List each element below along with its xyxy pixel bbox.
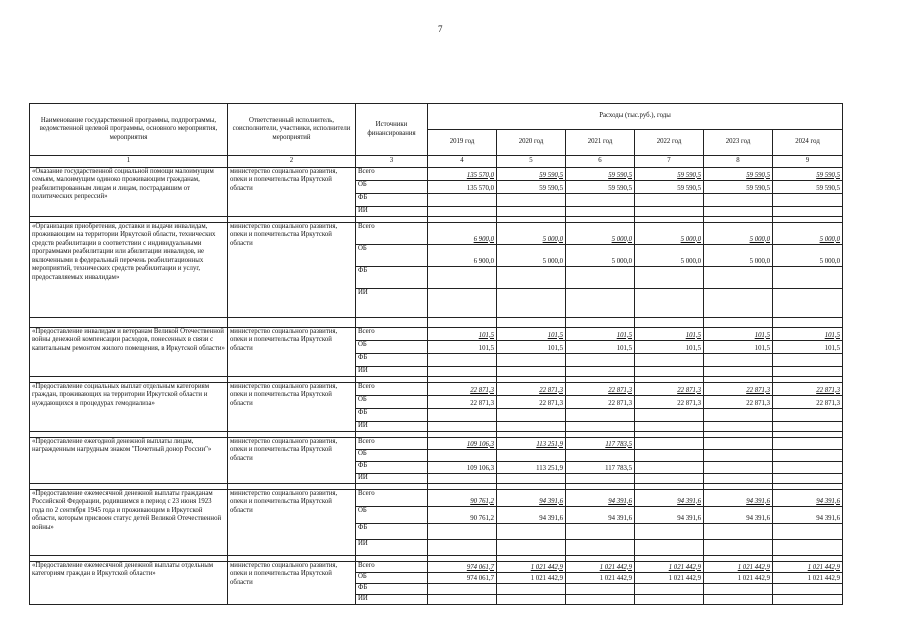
amount-cell bbox=[635, 462, 704, 474]
amount-cell bbox=[704, 584, 773, 595]
amount-cell: 1 021 442,9 bbox=[704, 573, 773, 584]
amount-cell bbox=[773, 422, 843, 432]
column-number: 4 bbox=[428, 156, 497, 168]
column-number: 3 bbox=[356, 156, 428, 168]
amount-cell bbox=[428, 289, 497, 318]
amount-cell: 59 590,5 bbox=[704, 181, 773, 194]
expenses-table bbox=[29, 103, 843, 605]
spacer-cell bbox=[428, 318, 497, 328]
amount-cell bbox=[773, 595, 843, 605]
amount-cell: 94 391,6 bbox=[566, 490, 635, 507]
source-label: ОБ bbox=[356, 245, 428, 267]
measure-responsible: министерство социального развития, опеки и попечительства Иркутской области bbox=[228, 168, 356, 217]
amount-cell bbox=[566, 194, 635, 207]
amount-cell bbox=[428, 474, 497, 484]
amount-cell: 5 000,0 bbox=[566, 245, 635, 267]
amount-cell: 22 871,3 bbox=[635, 396, 704, 409]
amount-cell: 101,5 bbox=[428, 341, 497, 354]
table-row bbox=[30, 168, 843, 181]
spacer-cell bbox=[635, 318, 704, 328]
measure-name: «Предоставление социальных выплат отдельным категориям граждан, проживающих на территории Иркутской области и нуждающихся в процедурах гемодиализа» bbox=[30, 383, 228, 432]
column-number: 2 bbox=[228, 156, 356, 168]
amount-cell: 113 251,9 bbox=[497, 438, 566, 450]
header-year: 2019 год bbox=[428, 130, 497, 156]
amount-cell: 94 391,6 bbox=[704, 507, 773, 524]
amount-cell bbox=[773, 438, 843, 450]
amount-cell: 59 590,5 bbox=[704, 168, 773, 181]
amount-cell: 22 871,3 bbox=[704, 383, 773, 396]
table-row bbox=[30, 223, 843, 245]
amount-cell: 5 000,0 bbox=[497, 223, 566, 245]
amount-cell bbox=[497, 207, 566, 217]
amount-cell bbox=[428, 409, 497, 422]
amount-cell: 90 761,2 bbox=[428, 507, 497, 524]
amount-cell bbox=[497, 474, 566, 484]
amount-cell bbox=[704, 422, 773, 432]
amount-cell: 5 000,0 bbox=[635, 223, 704, 245]
amount-cell: 101,5 bbox=[428, 328, 497, 341]
amount-cell: 109 106,3 bbox=[428, 462, 497, 474]
amount-cell: 101,5 bbox=[635, 328, 704, 341]
amount-cell bbox=[635, 474, 704, 484]
amount-cell bbox=[704, 524, 773, 540]
amount-cell: 94 391,6 bbox=[566, 507, 635, 524]
amount-cell bbox=[704, 207, 773, 217]
column-number: 5 bbox=[497, 156, 566, 168]
source-label: Всего bbox=[356, 223, 428, 245]
header-name: Наименование государственной программы, подпрограммы, ведомственной целевой программы, основного мероприятия, мероприятия bbox=[30, 104, 228, 156]
amount-cell bbox=[704, 354, 773, 367]
amount-cell: 101,5 bbox=[497, 341, 566, 354]
amount-cell: 5 000,0 bbox=[566, 223, 635, 245]
source-label: ИИ bbox=[356, 595, 428, 605]
table-row bbox=[30, 383, 843, 396]
amount-cell: 59 590,5 bbox=[635, 168, 704, 181]
measure-responsible: министерство социального развития, опеки и попечительства Иркутской области bbox=[228, 490, 356, 556]
amount-cell: 59 590,5 bbox=[566, 168, 635, 181]
amount-cell bbox=[635, 367, 704, 377]
spacer-cell bbox=[704, 318, 773, 328]
amount-cell: 22 871,3 bbox=[428, 383, 497, 396]
source-label: Всего bbox=[356, 490, 428, 507]
source-label: ОБ bbox=[356, 181, 428, 194]
amount-cell bbox=[635, 595, 704, 605]
amount-cell: 22 871,3 bbox=[704, 396, 773, 409]
amount-cell bbox=[635, 267, 704, 289]
amount-cell: 101,5 bbox=[773, 328, 843, 341]
amount-cell bbox=[773, 474, 843, 484]
amount-cell bbox=[773, 540, 843, 556]
amount-cell bbox=[566, 354, 635, 367]
amount-cell: 22 871,3 bbox=[566, 383, 635, 396]
amount-cell bbox=[497, 584, 566, 595]
amount-cell: 5 000,0 bbox=[773, 223, 843, 245]
amount-cell: 101,5 bbox=[566, 328, 635, 341]
amount-cell bbox=[773, 409, 843, 422]
amount-cell bbox=[773, 524, 843, 540]
amount-cell bbox=[497, 409, 566, 422]
amount-cell bbox=[566, 595, 635, 605]
amount-cell bbox=[428, 450, 497, 462]
source-label: ОБ bbox=[356, 507, 428, 524]
amount-cell: 5 000,0 bbox=[497, 245, 566, 267]
amount-cell: 59 590,5 bbox=[497, 168, 566, 181]
table-row bbox=[30, 562, 843, 573]
amount-cell bbox=[704, 462, 773, 474]
amount-cell: 1 021 442,9 bbox=[497, 562, 566, 573]
amount-cell bbox=[566, 367, 635, 377]
amount-cell: 94 391,6 bbox=[635, 507, 704, 524]
amount-cell: 5 000,0 bbox=[704, 223, 773, 245]
amount-cell bbox=[773, 289, 843, 318]
amount-cell bbox=[704, 409, 773, 422]
source-label: ИИ bbox=[356, 289, 428, 318]
amount-cell bbox=[497, 450, 566, 462]
amount-cell: 6 900,0 bbox=[428, 245, 497, 267]
amount-cell bbox=[566, 524, 635, 540]
amount-cell bbox=[773, 267, 843, 289]
amount-cell: 22 871,3 bbox=[773, 383, 843, 396]
measure-name: «Предоставление ежегодной денежной выплаты лицам, награжденным нагрудным знаком "Почетный донор России"» bbox=[30, 438, 228, 484]
amount-cell bbox=[704, 194, 773, 207]
amount-cell: 113 251,9 bbox=[497, 462, 566, 474]
amount-cell: 101,5 bbox=[566, 341, 635, 354]
page-number: 7 bbox=[438, 24, 443, 34]
measure-name: «Организация приобретения, доставки и выдачи инвалидам, проживающим на территории Иркутской области, технических средств реабилитации в соответствии с индивидуальными программами реабилитации или абилитации инвалидов, не включенными в федеральный перечень реабилитационных мероприятий, технических средств реабилитации и услуг, предоставляемых инвалидам» bbox=[30, 223, 228, 318]
table-row bbox=[30, 490, 843, 507]
source-label: ФБ bbox=[356, 194, 428, 207]
header-responsible: Ответственный исполнитель, соисполнители, участники, исполнители мероприятий bbox=[228, 104, 356, 156]
amount-cell: 109 106,3 bbox=[428, 438, 497, 450]
amount-cell: 135 570,0 bbox=[428, 168, 497, 181]
amount-cell: 22 871,3 bbox=[635, 383, 704, 396]
amount-cell: 117 783,5 bbox=[566, 438, 635, 450]
header-sources: Источники финансирования bbox=[356, 104, 428, 156]
amount-cell bbox=[497, 289, 566, 318]
amount-cell bbox=[773, 194, 843, 207]
amount-cell bbox=[635, 289, 704, 318]
table-row bbox=[30, 328, 843, 341]
amount-cell bbox=[428, 540, 497, 556]
amount-cell bbox=[497, 267, 566, 289]
amount-cell: 94 391,6 bbox=[704, 490, 773, 507]
source-label: ОБ bbox=[356, 450, 428, 462]
amount-cell bbox=[635, 194, 704, 207]
amount-cell bbox=[704, 474, 773, 484]
amount-cell: 5 000,0 bbox=[635, 245, 704, 267]
amount-cell bbox=[497, 524, 566, 540]
amount-cell bbox=[635, 524, 704, 540]
amount-cell: 22 871,3 bbox=[566, 396, 635, 409]
header-year: 2021 год bbox=[566, 130, 635, 156]
amount-cell bbox=[704, 540, 773, 556]
amount-cell bbox=[428, 422, 497, 432]
amount-cell bbox=[635, 450, 704, 462]
spacer-cell bbox=[497, 318, 566, 328]
measure-name: «Предоставление ежемесячной денежной выплаты отдельным категориям граждан в Иркутской области» bbox=[30, 562, 228, 605]
amount-cell: 59 590,5 bbox=[566, 181, 635, 194]
header-year: 2020 год bbox=[497, 130, 566, 156]
amount-cell bbox=[428, 524, 497, 540]
amount-cell: 5 000,0 bbox=[704, 245, 773, 267]
source-label: ФБ bbox=[356, 462, 428, 474]
amount-cell: 974 061,7 bbox=[428, 562, 497, 573]
amount-cell bbox=[704, 595, 773, 605]
source-label: ИИ bbox=[356, 422, 428, 432]
source-label: ОБ bbox=[356, 396, 428, 409]
amount-cell bbox=[704, 289, 773, 318]
amount-cell bbox=[773, 462, 843, 474]
amount-cell: 59 590,5 bbox=[773, 181, 843, 194]
amount-cell bbox=[773, 367, 843, 377]
amount-cell: 94 391,6 bbox=[497, 507, 566, 524]
amount-cell: 1 021 442,9 bbox=[773, 573, 843, 584]
amount-cell bbox=[566, 289, 635, 318]
measure-responsible: министерство социального развития, опеки и попечительства Иркутской области bbox=[228, 438, 356, 484]
amount-cell: 1 021 442,9 bbox=[566, 573, 635, 584]
amount-cell bbox=[497, 367, 566, 377]
amount-cell: 1 021 442,9 bbox=[773, 562, 843, 573]
amount-cell: 59 590,5 bbox=[773, 168, 843, 181]
amount-cell bbox=[704, 367, 773, 377]
measure-responsible: министерство социального развития, опеки и попечительства Иркутской области bbox=[228, 562, 356, 605]
source-label: Всего bbox=[356, 562, 428, 573]
source-label: ФБ bbox=[356, 354, 428, 367]
amount-cell bbox=[566, 450, 635, 462]
header-expenses: Расходы (тыс.руб.), годы bbox=[428, 104, 843, 130]
amount-cell bbox=[566, 474, 635, 484]
header-year: 2024 год bbox=[773, 130, 843, 156]
column-number: 1 bbox=[30, 156, 228, 168]
amount-cell bbox=[566, 422, 635, 432]
amount-cell: 59 590,5 bbox=[497, 181, 566, 194]
measure-responsible: министерство социального развития, опеки и попечительства Иркутской области bbox=[228, 383, 356, 432]
source-label: Всего bbox=[356, 328, 428, 341]
source-label: ОБ bbox=[356, 341, 428, 354]
measure-name: «Предоставление инвалидам и ветеранам Великой Отечественной войны денежной компенсации расходов, понесенных в связи с капитальным ремонтом жилого помещения, в Иркутской области» bbox=[30, 328, 228, 377]
amount-cell bbox=[428, 207, 497, 217]
amount-cell bbox=[566, 207, 635, 217]
amount-cell: 22 871,3 bbox=[497, 383, 566, 396]
amount-cell bbox=[497, 595, 566, 605]
source-label: ФБ bbox=[356, 267, 428, 289]
amount-cell bbox=[773, 207, 843, 217]
table-row bbox=[30, 438, 843, 450]
amount-cell bbox=[635, 207, 704, 217]
amount-cell: 101,5 bbox=[497, 328, 566, 341]
amount-cell bbox=[704, 267, 773, 289]
column-numbers-row bbox=[30, 156, 843, 168]
amount-cell bbox=[635, 438, 704, 450]
source-label: ИИ bbox=[356, 207, 428, 217]
amount-cell: 94 391,6 bbox=[773, 507, 843, 524]
amount-cell bbox=[497, 540, 566, 556]
amount-cell bbox=[773, 450, 843, 462]
amount-cell: 1 021 442,9 bbox=[635, 562, 704, 573]
column-number: 7 bbox=[635, 156, 704, 168]
amount-cell: 101,5 bbox=[635, 341, 704, 354]
source-label: ФБ bbox=[356, 409, 428, 422]
source-label: ИИ bbox=[356, 367, 428, 377]
amount-cell bbox=[497, 422, 566, 432]
amount-cell: 1 021 442,9 bbox=[704, 562, 773, 573]
amount-cell bbox=[635, 584, 704, 595]
amount-cell: 5 000,0 bbox=[773, 245, 843, 267]
amount-cell bbox=[566, 409, 635, 422]
amount-cell: 94 391,6 bbox=[497, 490, 566, 507]
measure-name: «Предоставление ежемесячной денежной выплаты гражданам Российской Федерации, родившимся в период с 23 июня 1923 года по 2 сентября 1945 года и проживающим в Иркутской области, которым присвоен статус детей Великой Отечественной войны» bbox=[30, 490, 228, 556]
amount-cell: 101,5 bbox=[773, 341, 843, 354]
amount-cell bbox=[428, 267, 497, 289]
header-year: 2022 год bbox=[635, 130, 704, 156]
source-label: ФБ bbox=[356, 584, 428, 595]
spacer-row bbox=[30, 318, 843, 328]
amount-cell: 94 391,6 bbox=[635, 490, 704, 507]
amount-cell bbox=[773, 584, 843, 595]
spacer-cell bbox=[356, 318, 428, 328]
amount-cell bbox=[773, 354, 843, 367]
spacer-cell bbox=[773, 318, 843, 328]
amount-cell: 59 590,5 bbox=[635, 181, 704, 194]
amount-cell bbox=[566, 584, 635, 595]
amount-cell: 22 871,3 bbox=[773, 396, 843, 409]
amount-cell bbox=[497, 194, 566, 207]
measure-responsible: министерство социального развития, опеки и попечительства Иркутской области bbox=[228, 223, 356, 318]
amount-cell: 135 570,0 bbox=[428, 181, 497, 194]
measure-name: «Оказание государственной социальной помощи малоимущим семьям, малоимущим одиноко проживающим гражданам, реабилитированным лицам и лицам, пострадавшим от политических репрессий» bbox=[30, 168, 228, 217]
amount-cell: 101,5 bbox=[704, 341, 773, 354]
amount-cell: 22 871,3 bbox=[497, 396, 566, 409]
source-label: ИИ bbox=[356, 474, 428, 484]
source-label: Всего bbox=[356, 383, 428, 396]
amount-cell: 94 391,6 bbox=[773, 490, 843, 507]
amount-cell: 101,5 bbox=[704, 328, 773, 341]
column-number: 9 bbox=[773, 156, 843, 168]
source-label: ФБ bbox=[356, 524, 428, 540]
amount-cell bbox=[428, 595, 497, 605]
amount-cell: 90 761,2 bbox=[428, 490, 497, 507]
amount-cell: 6 900,0 bbox=[428, 223, 497, 245]
amount-cell bbox=[704, 450, 773, 462]
source-label: Всего bbox=[356, 438, 428, 450]
amount-cell bbox=[566, 267, 635, 289]
amount-cell: 22 871,3 bbox=[428, 396, 497, 409]
amount-cell bbox=[635, 409, 704, 422]
source-label: ОБ bbox=[356, 573, 428, 584]
amount-cell: 117 783,5 bbox=[566, 462, 635, 474]
source-label: Всего bbox=[356, 168, 428, 181]
amount-cell bbox=[497, 354, 566, 367]
amount-cell bbox=[704, 438, 773, 450]
amount-cell: 1 021 442,9 bbox=[635, 573, 704, 584]
amount-cell bbox=[635, 354, 704, 367]
column-number: 6 bbox=[566, 156, 635, 168]
amount-cell bbox=[635, 422, 704, 432]
amount-cell bbox=[566, 540, 635, 556]
amount-cell bbox=[428, 584, 497, 595]
table-body bbox=[30, 168, 843, 605]
amount-cell bbox=[428, 367, 497, 377]
amount-cell: 1 021 442,9 bbox=[497, 573, 566, 584]
amount-cell bbox=[428, 194, 497, 207]
amount-cell: 974 061,7 bbox=[428, 573, 497, 584]
column-number: 8 bbox=[704, 156, 773, 168]
amount-cell bbox=[635, 540, 704, 556]
header-year: 2023 год bbox=[704, 130, 773, 156]
amount-cell bbox=[428, 354, 497, 367]
spacer-cell bbox=[30, 318, 228, 328]
spacer-cell bbox=[228, 318, 356, 328]
source-label: ИИ bbox=[356, 540, 428, 556]
spacer-cell bbox=[566, 318, 635, 328]
amount-cell: 1 021 442,9 bbox=[566, 562, 635, 573]
measure-responsible: министерство социального развития, опеки и попечительства Иркутской области bbox=[228, 328, 356, 377]
